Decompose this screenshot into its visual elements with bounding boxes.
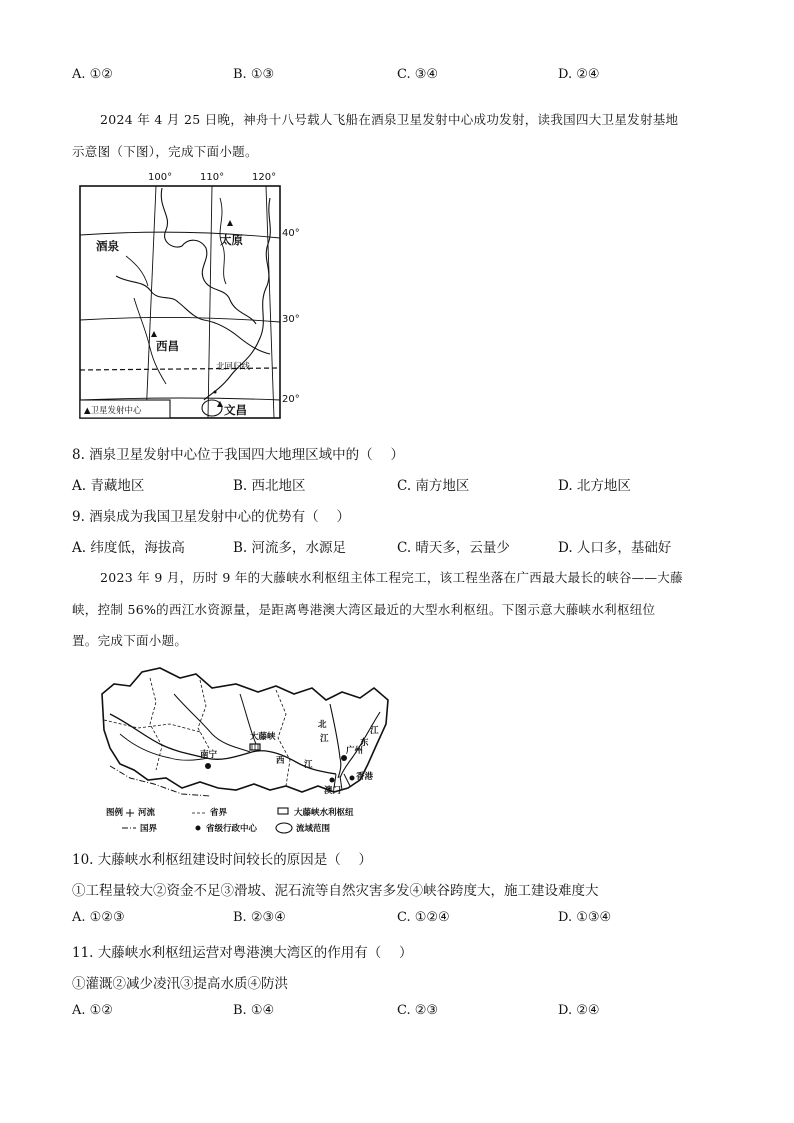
lat-label-30: 30° <box>282 314 300 325</box>
q7-option-a: A. ①② <box>72 67 113 82</box>
q7-option-d: D. ②④ <box>558 67 600 82</box>
macau-marker <box>330 778 335 783</box>
label-dong: 东 <box>360 738 369 748</box>
q10-option-b: B. ②③④ <box>233 910 286 925</box>
place-macau: 澳门 <box>324 786 342 796</box>
label-jiang-1: 江 <box>304 760 313 770</box>
q10-option-c: C. ①②④ <box>397 910 450 925</box>
legend-capital: 省级行政中心 <box>206 824 258 834</box>
lon-label-120: 120° <box>252 172 277 183</box>
q11-stem: 11. 大藤峡水利枢纽运营对粤港澳大湾区的作用有（ ） <box>72 945 413 961</box>
legend-province-border: 省界 <box>210 808 228 818</box>
intro2-line-2: 峡，控制 56%的西江水资源量，是距离粤港澳大湾区最近的大型水利枢纽。下图示意大藤峡水利枢纽位 <box>72 602 656 617</box>
q11-option-c: C. ②③ <box>397 1003 439 1018</box>
place-taiyuan: 太原 <box>220 233 243 247</box>
q7-option-b: B. ①③ <box>233 67 275 82</box>
q9-option-b: B. 河流多，水源足 <box>233 540 347 556</box>
place-nanning: 南宁 <box>200 750 218 760</box>
tropic-label: 北回归线 <box>216 362 251 372</box>
legend-national-border: 国界 <box>140 824 158 834</box>
hongkong-marker <box>350 776 355 781</box>
intro2-line-3: 置。完成下面小题。 <box>72 633 188 648</box>
legend-title: 图例 <box>106 808 124 818</box>
intro2-line-1: 2023 年 9 月，历时 9 年的大藤峡水利枢纽主体工程完工，该工程坐落在广西最大最长的峡谷——大藤 <box>100 570 683 585</box>
q9-stem: 9. 酒泉成为我国卫星发射中心的优势有（ ） <box>72 509 350 525</box>
datengxia-map <box>90 654 400 834</box>
xichang-marker <box>151 331 157 337</box>
lon-label-110: 110° <box>200 172 225 183</box>
q9-option-a: A. 纬度低，海拔高 <box>72 540 185 556</box>
q9-option-d: D. 人口多，基础好 <box>558 540 672 556</box>
label-xi: 西 <box>276 756 285 766</box>
legend-basin: 流域范围 <box>296 824 331 834</box>
lat-label-20: 20° <box>282 394 300 405</box>
place-wenchang: 文昌 <box>224 403 247 417</box>
lat-label-40: 40° <box>282 228 300 239</box>
q11-option-a: A. ①② <box>72 1003 113 1018</box>
nanning-marker <box>205 763 211 769</box>
place-jiuquan: 酒泉 <box>96 239 119 253</box>
place-guangzhou: 广州 <box>346 746 364 756</box>
intro1-line-1: 2024 年 4 月 25 日晚，神舟十八号载人飞船在酒泉卫星发射中心成功发射，读我国四大卫星发射基地 <box>100 112 679 127</box>
intro1-line-2: 示意图（下图），完成下面小题。 <box>72 144 258 159</box>
q10-option-d: D. ①③④ <box>558 910 612 925</box>
place-xichang: 西昌 <box>156 339 179 353</box>
label-jiang-3: 江 <box>370 726 379 736</box>
legend-river: 河流 <box>138 808 156 818</box>
launch-center-map <box>70 168 310 424</box>
q7-option-c: C. ③④ <box>397 67 439 82</box>
q11-option-d: D. ②④ <box>558 1003 600 1018</box>
q11-option-b: B. ①④ <box>233 1003 275 1018</box>
q11-statement: ①灌溉②减少凌汛③提高水质④防洪 <box>72 976 288 992</box>
place-hongkong: 香港 <box>356 772 374 782</box>
lon-label-100: 100° <box>148 172 173 183</box>
q8-stem: 8. 酒泉卫星发射中心位于我国四大地理区域中的（ ） <box>72 447 404 463</box>
launch-center-map-svg <box>70 168 310 424</box>
q8-option-b: B. 西北地区 <box>233 478 306 494</box>
q10-statement: ①工程量较大②资金不足③滑坡、泥石流等自然灾害多发④峡谷跨度大，施工建设难度大 <box>72 883 599 899</box>
q10-option-a: A. ①②③ <box>72 910 125 925</box>
map1-legend-label: ▲卫星发射中心 <box>84 406 142 416</box>
q10-stem: 10. 大藤峡水利枢纽建设时间较长的原因是（ ） <box>72 852 373 868</box>
label-bei: 北 <box>318 720 327 730</box>
taiyuan-marker <box>227 220 233 226</box>
label-jiang-2: 江 <box>320 734 329 744</box>
q8-option-c: C. 南方地区 <box>397 478 470 494</box>
legend-dam: 大藤峡水利枢纽 <box>294 808 354 818</box>
q9-option-c: C. 晴天多，云量少 <box>397 540 510 556</box>
q8-option-a: A. 青藏地区 <box>72 478 145 494</box>
q8-option-d: D. 北方地区 <box>558 478 631 494</box>
place-datengxia: 大藤峡 <box>250 732 276 742</box>
